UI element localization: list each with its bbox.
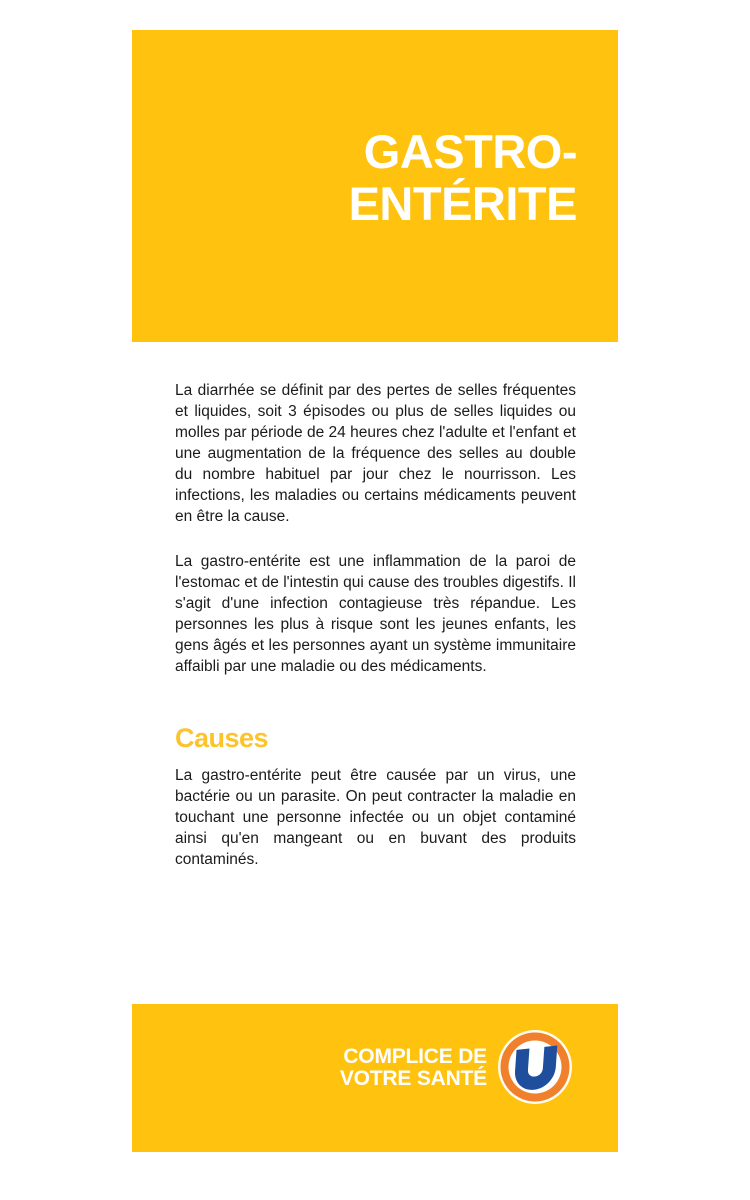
- footer-banner: [132, 1004, 618, 1152]
- intro-paragraph-diarrhea: La diarrhée se définit par des pertes de selles fréquentes et liquides, soit 3 épisodes ou plus de selles liquides ou molles par période de 24 heures chez l'adulte et l'enfant et une augmentation de la fréquence des selles au double du nombre habituel par jour chez le nourrisson. Les infections, les maladies ou certains médicaments peuvent en être la cause.: [175, 382, 576, 525]
- definition-paragraph-gastroenteritis: La gastro-entérite est une inflammation de la paroi de l'estomac et de l'intestin qui cause des troubles digestifs. Il s'agit d'une infection contagieuse très répandue. Les personnes les plus à risque sont les jeunes enfants, les gens âgés et les personnes ayant un système immunitaire affaibli par une maladie ou des médicaments.: [175, 553, 576, 675]
- footer-tagline-line2: VOTRE SANTÉ: [339, 1067, 487, 1090]
- causes-paragraph: La gastro-entérite peut être causée par un virus, une bactérie ou un parasite. On peut contracter la maladie en touchant une personne infectée ou un objet contaminé ainsi qu'en mangeant ou en buvant des produits contaminés.: [175, 767, 576, 868]
- u-brand-logo-icon: [497, 1029, 573, 1105]
- causes-section-heading: Causes: [175, 723, 269, 753]
- page-title-line2: ENTÉRITE: [348, 177, 577, 230]
- page-title-line1: GASTRO-: [363, 125, 577, 178]
- header-banner: [132, 30, 618, 342]
- footer-tagline: [340, 1046, 487, 1090]
- footer-tagline-line1: COMPLICE DE: [343, 1045, 487, 1068]
- page-title: [349, 126, 577, 230]
